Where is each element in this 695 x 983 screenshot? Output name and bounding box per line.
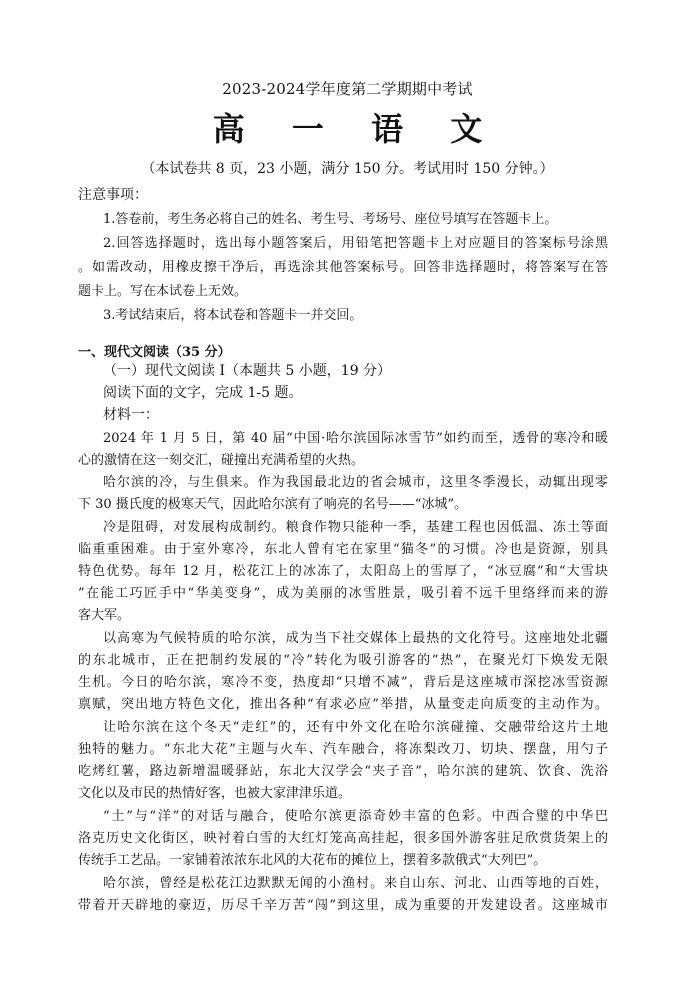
passage-line: 特色优势。每年 12 月，松花江上的冰冻了，太阳岛上的雪厚了，“冰豆腐”和“大雪块 — [78, 564, 608, 579]
passage-line: 的东北城市，正在把制约发展的“冷”转化为吸引游客的“热”，在聚光灯下焕发无限 — [78, 653, 608, 668]
note-item-1: 1.答卷前，考生务必将自己的姓名、考生号、考场号、座位号填写在答题卡上。 — [103, 212, 558, 227]
passage-line: 哈尔滨的冷，与生俱来。作为我国最北边的省会城市，这里冬季漫长，动辄出现零 — [103, 475, 608, 490]
passage-line: 心的激情在这一刻交汇，碰撞出充满希望的火热。 — [78, 453, 365, 468]
material-label: 材料一： — [103, 407, 159, 423]
passage-line: 哈尔滨，曾经是松花江边默默无闻的小渔村。来自山东、河北、山西等地的百姓， — [103, 876, 608, 891]
passage-line: 2024 年 1 月 5 日，第 40 届“中国·哈尔滨国际冰雪节”如约而至，透骨的寒冷和暖 — [103, 431, 608, 446]
passage-line: 带着开天辟地的豪迈，历尽千辛万苦“闯”到这里，成为重要的开发建设者。这座城市 — [78, 898, 608, 913]
passage-line: “土”与“洋”的对话与融合，使哈尔滨更添奇妙丰富的色彩。中西合璧的中华巴 — [103, 809, 608, 824]
passage-line: 冷是阻碍，对发展构成制约。粮食作物只能种一季，基建工程也因低温、冻土等面 — [103, 520, 608, 535]
note-item-2-end: 题卡上。写在本试卷上无效。 — [78, 284, 248, 299]
passage-line: 吃烤红薯，路边新增温暖驿站，东北大汉学会“夹子音”，哈尔滨的建筑、饮食、洗浴 — [78, 764, 608, 779]
section-title: 一、现代文阅读（35 分） — [78, 345, 231, 360]
passage-line: 客大军。 — [78, 608, 131, 623]
subsection-title: （一）现代文阅读 I（本题共 5 小题，19 分） — [103, 363, 392, 379]
passage-line: 临重重困难。由于室外寒冷，东北人曾有宅在家里“猫冬”的习惯。冷也是资源，别具 — [78, 542, 608, 557]
note-item-2: 2.回答选择题时，选出每小题答案后，用铅笔把答题卡上对应题目的答案标号涂黑 — [103, 236, 608, 251]
note-item-3: 3.考试结束后，将本试卷和答题卡一并交回。 — [103, 308, 363, 323]
passage-line: 传统手工艺品。一家铺着浓浓东北风的大花布的摊位上，摆着多款俄式“大列巴”。 — [78, 853, 547, 868]
passage-line: 禀赋，突出地方特色文化，推出各种“有求必应”举措，从量变走向质变的主动作为。 — [78, 697, 608, 712]
passage-line: 生机。今日的哈尔滨，寒冷不变，热度却“只增不减”，背后是这座城市深挖冰雪资源 — [78, 675, 608, 690]
passage-line: ”在能工巧匠手中“华美变身”，成为美丽的冰雪胜景，吸引着不远千里络绎而来的游 — [78, 586, 608, 601]
notes-heading: 注意事项： — [78, 187, 148, 203]
passage-line: 独特的魅力。“东北大花”主题与火车、汽车融合，将冻梨改刀、切块、摆盘，用勺子 — [78, 742, 608, 757]
passage-line: 让哈尔滨在这个冬天“走红”的，还有中外文化在哈尔滨碰撞、交融带给这片土地 — [103, 720, 608, 735]
reading-instruction: 阅读下面的文字，完成 1-5 题。 — [103, 385, 303, 401]
passage-line: 洛克历史文化街区，映衬着白雪的大红灯笼高高挂起，很多国外游客驻足欣赏货架上的 — [78, 831, 608, 846]
exam-title: 高 一 语 文 — [212, 110, 501, 148]
passage-line: 下 30 摄氏度的极寒天气，因此哈尔滨有了响亮的名号——“冰城”。 — [78, 497, 468, 512]
exam-subtitle: 2023-2024学年度第二学期期中考试 — [222, 80, 473, 98]
passage-line: 以高寒为气候特质的哈尔滨，成为当下社交媒体上最热的文化符号。这座地处北疆 — [103, 631, 608, 646]
passage-line: 文化以及市民的热情好客，也被大家津津乐道。 — [78, 786, 352, 801]
exam-info: （本试卷共 8 页，23 小题，满分 150 分。考试用时 150 分钟。） — [141, 161, 554, 177]
note-item-2-cont: 。如需改动，用橡皮擦干净后，再选涂其他答案标号。回答非选择题时，将答案写在答 — [78, 260, 608, 275]
